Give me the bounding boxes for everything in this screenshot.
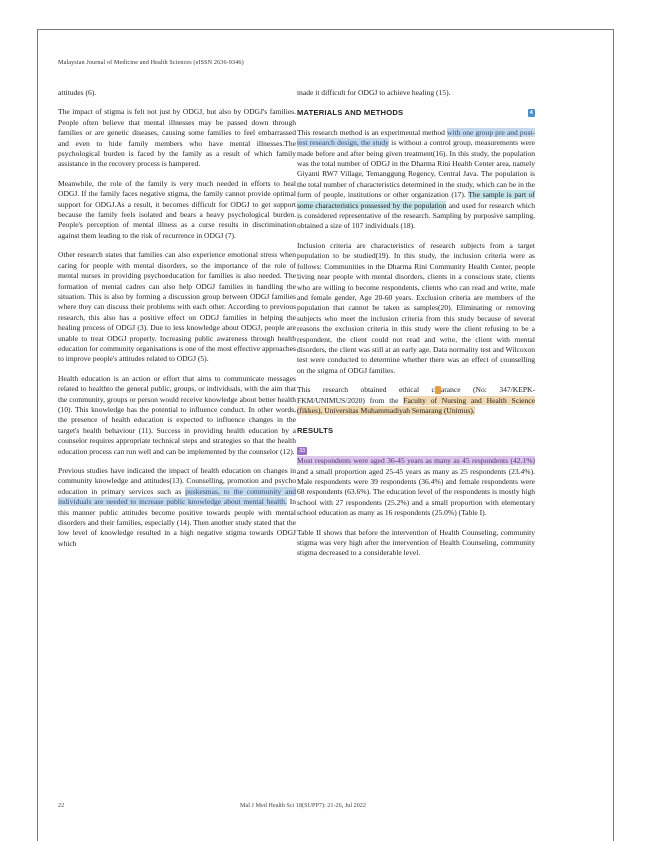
page-number: 22 — [58, 802, 65, 809]
paragraph: Inclusion criteria are characteristics of research subjects from a target population to be studied(19). In this study, the inclusion criteria were as follows: Communities in the Dharma Rini Community Health Center, people living near people with mental disorders, clients in a conscious state, clients who are willing to become respondents, clients who can read and write, male and female gender, Age 20-60 years. Exclusion criteria are members of the population that cannot be taken as samples(20). Eliminating or removing subjects who meet the inclusion criteria from this study because of several reasons the exclusion criteria in this study were the client refusing to be a respondent, the client could not read and write, the client with mental disorders, the client was still at an early age. Data normality test and Wilcoxon test were conducted to determine whether there was an effect of counselling on the stigma of ODGJ families. — [297, 240, 535, 375]
text-run: and a small proportion aged 25-45 years as many as 25 respondents (23.4%). Male respondents were 39 respondents (36.4%) and female respondents were 68 respondents (63.6%). The education level of the respondents is mostly high school with 27 respondents (25.2%) and a small proportion with elementary school education as many as 16 respondents (25.0%) (Table I). — [297, 466, 535, 518]
paragraph: Meanwhile, the role of the family is very much needed in efforts to heal ODGJ. If the family faces negative stigma, the family cannot provide optimal support for ODGJ.As a result, it becomes difficult for ODGJ to get support because the family feels isolated and bears a heavy psychological burden. People's perception of mental illness as a curse results in discrimination against them leading to the risk of recurrence in ODGJ (7). — [58, 178, 296, 240]
section-heading-methods — [297, 108, 535, 118]
text-run: is without a control group, measurements were made before and after being given treatment(16). In this study, the population was the total number of ODGJ in the Dharma Rini Health Center area, namely Giyanti RW7 Village, Temanggung Regency, Central Java. The population is the total number of characteristics determined in the study, which can be in the form of people, institutions or other organization (17). — [297, 138, 536, 200]
text-run: Previous studies have indicated the impact of health education on changes in community knowledge and attitudes(13). Counselling, promotion and psycho education in primary services such as — [58, 466, 296, 496]
highlight-blue[interactable]: with one group pre and post-test research design, the study — [297, 127, 535, 148]
right-column — [297, 88, 535, 568]
text-run: and used for research which is considered representative of the research. Sampling by purposive sampling, obtained a size of 107 individuals (18). — [297, 200, 536, 231]
paragraph — [297, 385, 535, 416]
running-head: Malaysian Journal of Medicine and Health Sciences (eISSN 2636-9346) — [58, 59, 244, 66]
text-run: This research method is an experimental method — [297, 127, 447, 137]
left-column — [58, 88, 296, 558]
paragraph — [297, 446, 535, 519]
annotation-marker-icon[interactable]: 33 — [299, 448, 306, 455]
text-run: This research obtained ethical c — [297, 385, 435, 395]
paragraph: Other research states that families can also experience emotional stress when caring for people with mental disorders, so the importance of the role of mental nurses in providing psychoeducation for families is also needed. The formation of mental cadres can also help ODGJ families in handling the situation. This is also by forming a discussion group between ODGJ families where they can discuss their problems with each other. According to previous research, this also has a positive effect on ODGJ families in helping the healing process of ODGJ (3). Due to less knowledge about ODGJ, people are unable to treat ODGJ properly. Increasing public awareness through health education for community organisations is one of the most effective approaches to improve people's attitudes related to ODGJ (5). — [58, 250, 296, 364]
highlight-blue[interactable]: puskesmas, to the community and individuals are needed to increase public knowledge about mental health. — [58, 486, 297, 507]
text-run: arance (No: 347/KEPK-FKM/UNIMUS/2020) from the — [297, 385, 535, 405]
highlight-teal[interactable]: The sample is part of some characteristics possessed by the population — [297, 190, 535, 210]
paragraph: made it difficult for ODGJ to achieve healing (15). — [297, 88, 451, 97]
paragraph: attitudes (6). — [58, 88, 97, 97]
paragraph — [58, 466, 296, 549]
heading-text: MATERIALS AND METHODS — [297, 108, 404, 118]
highlight-orange[interactable]: Faculty of Nursing and Health Science (fikkes), Universitas Muhammadiyah Semarang (Unimus). — [297, 395, 536, 415]
paragraph: Health education is an action or effort that aims to communicate messages related to healthto the general public, groups, or individuals, with the aim that the community, groups or person would receive knowledge about better health (10). This knowledge has the potential to influence conduct. In other words, the presence of health education is expected to influence changes in the target's health behaviour (11). Success in providing health education by a counselor requires appropriate technical steps and strategies so that the health education process can run well and can be implemented by the counselor (12). — [58, 373, 296, 456]
text-run: In this manner public attitudes become positive towards people with mental disorders and their families, especially (14). Then another study stated that the low level of knowledge resulted in a high negative stigma towards ODGJ which — [58, 497, 296, 548]
paragraph — [297, 128, 535, 232]
footer-citation: Mal J Med Health Sci 18(SUPP7): 21-26, Jul 2022 — [240, 802, 366, 809]
annotation-marker-icon[interactable]: 4 — [529, 110, 533, 117]
paragraph: The impact of stigma is felt not just by ODGJ, but also by ODGJ's families. People often believe that mental illnesses may be passed down through families or are genetic diseases, causing some families to feel embarrassed and even to hide family members who have mental illnesses.The psychological burden is faced by the family as a result of which family assistance in the recovery process is hampered. — [58, 107, 296, 169]
section-heading-results: RESULTS — [297, 426, 334, 436]
highlight-purple[interactable]: Most respondents were aged 36-45 years as many as 45 respondents (42.1%) — [297, 456, 535, 466]
paragraph: Table II shows that before the intervention of Health Counseling, community stigma was very high after the intervention of Health Counseling, community stigma decreased to a considerable level. — [297, 527, 535, 558]
